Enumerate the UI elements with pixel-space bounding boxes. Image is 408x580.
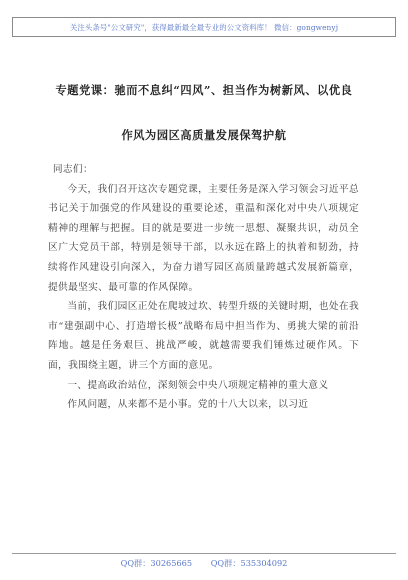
document-title-line-1: 专题党课：驰而不息纠“四风”、担当作为树新风、以优良 bbox=[55, 83, 353, 97]
footer-qq-group-2: QQ群：535304092 bbox=[210, 558, 288, 568]
header-banner-text: 关注头条号"公文研究"，获得最新最全最专业的公文资料库！ 微信：gongwenyj bbox=[69, 23, 339, 32]
salutation: 同志们： bbox=[52, 164, 93, 175]
body-paragraph: 今天，我们召开这次专题党课，主要任务是深入学习领会习近平总书记关于加强党的作风建设的重要论述，重温和深化对中央八项规定精神的理解与把握。目的就是要进一步统一思想、凝聚共识，动员全区广大党员干部，特别是领导干部，以永远在路上的执着和韧劲，持续将作风建设引向深入，为奋力谱写园区高质量跨越式发展新篇章，提供最坚实、最可靠的作风保障。 bbox=[48, 183, 359, 293]
section-heading: 一、提高政治站位，深刻领会中央八项规定精神的重大意义 bbox=[67, 379, 329, 391]
footer bbox=[0, 558, 408, 569]
body-paragraph: 当前，我们园区正处在爬坡过坎、转型升级的关键时期，也处在我市“建强副中心、打造增长极”战略布局中担当作为、勇挑大梁的前沿阵地。越是任务艰巨、挑战严峻，就越需要我们锤炼过硬作风。下面，我围绕主题，讲三个方面的意见。 bbox=[48, 301, 359, 371]
footer-divider bbox=[12, 553, 396, 554]
footer-qq-group-1: QQ群：30265665 bbox=[120, 558, 193, 568]
header-banner bbox=[12, 17, 396, 37]
document-body bbox=[48, 160, 359, 415]
document-title-line-2: 作风为园区高质量发展保驾护航 bbox=[121, 128, 287, 142]
body-paragraph: 作风问题，从来都不是小事。党的十八大以来，以习近 bbox=[67, 399, 309, 411]
